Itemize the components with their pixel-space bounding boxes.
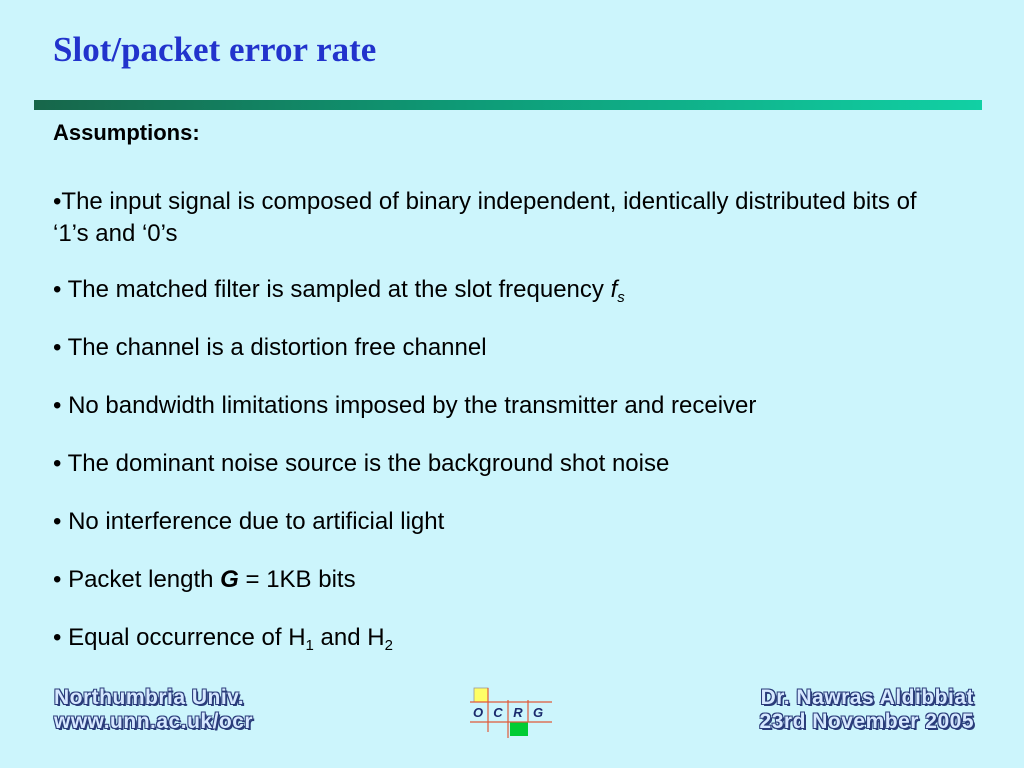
logo-yellow-square — [474, 688, 488, 702]
bullet-matched-filter — [53, 274, 953, 306]
h2-subscript: 2 — [384, 637, 393, 654]
h1-subscript: 1 — [305, 637, 314, 654]
footer-university: Northumbria Univ. — [54, 686, 245, 709]
logo-letter-r: R — [513, 705, 523, 720]
logo-letter-o: O — [472, 705, 484, 720]
footer-right — [760, 686, 974, 734]
slot-frequency-subscript: s — [617, 289, 625, 306]
bullet-interference: • No interference due to artificial light — [53, 508, 445, 535]
logo-letter-c: C — [493, 705, 503, 720]
title-divider — [34, 100, 982, 110]
bullet-packet-length-pre: • Packet length — [53, 566, 221, 593]
slide-title: Slot/packet error rate — [53, 30, 377, 69]
logo-green-square — [510, 722, 528, 736]
bullet-bandwidth: • No bandwidth limitations imposed by the transmitter and receiver — [53, 392, 757, 419]
ocrg-logo — [468, 686, 558, 738]
bullet-equal-occurrence — [53, 622, 953, 654]
bullet-packet-length — [53, 564, 953, 596]
logo-letter-g: G — [532, 705, 544, 720]
bullet-input-signal: •The input signal is composed of binary independent, identically distributed bits of ‘1’s and ‘0’s — [53, 188, 917, 247]
assumptions-heading: Assumptions: — [53, 120, 200, 145]
assumptions-list — [53, 186, 953, 654]
footer-url: www.unn.ac.uk/ocr — [54, 710, 254, 733]
bullet-matched-filter-text: • The matched filter is sampled at the slot frequency — [53, 276, 611, 303]
bullet-equal-occurrence-pre: • Equal occurrence of H — [53, 624, 306, 651]
footer-author: Dr. Nawras Aldibbiat — [760, 686, 974, 709]
bullet-channel: • The channel is a distortion free channel — [53, 334, 487, 361]
slot-frequency-symbol: f — [610, 276, 618, 303]
footer-left — [54, 686, 253, 734]
packet-length-symbol: G — [220, 566, 239, 593]
bullet-noise-source: • The dominant noise source is the background shot noise — [53, 450, 670, 477]
bullet-packet-length-post: = 1KB bits — [238, 566, 356, 593]
bullet-equal-occurrence-mid: and H — [313, 624, 385, 651]
footer-date: 23rd November 2005 — [759, 710, 974, 733]
